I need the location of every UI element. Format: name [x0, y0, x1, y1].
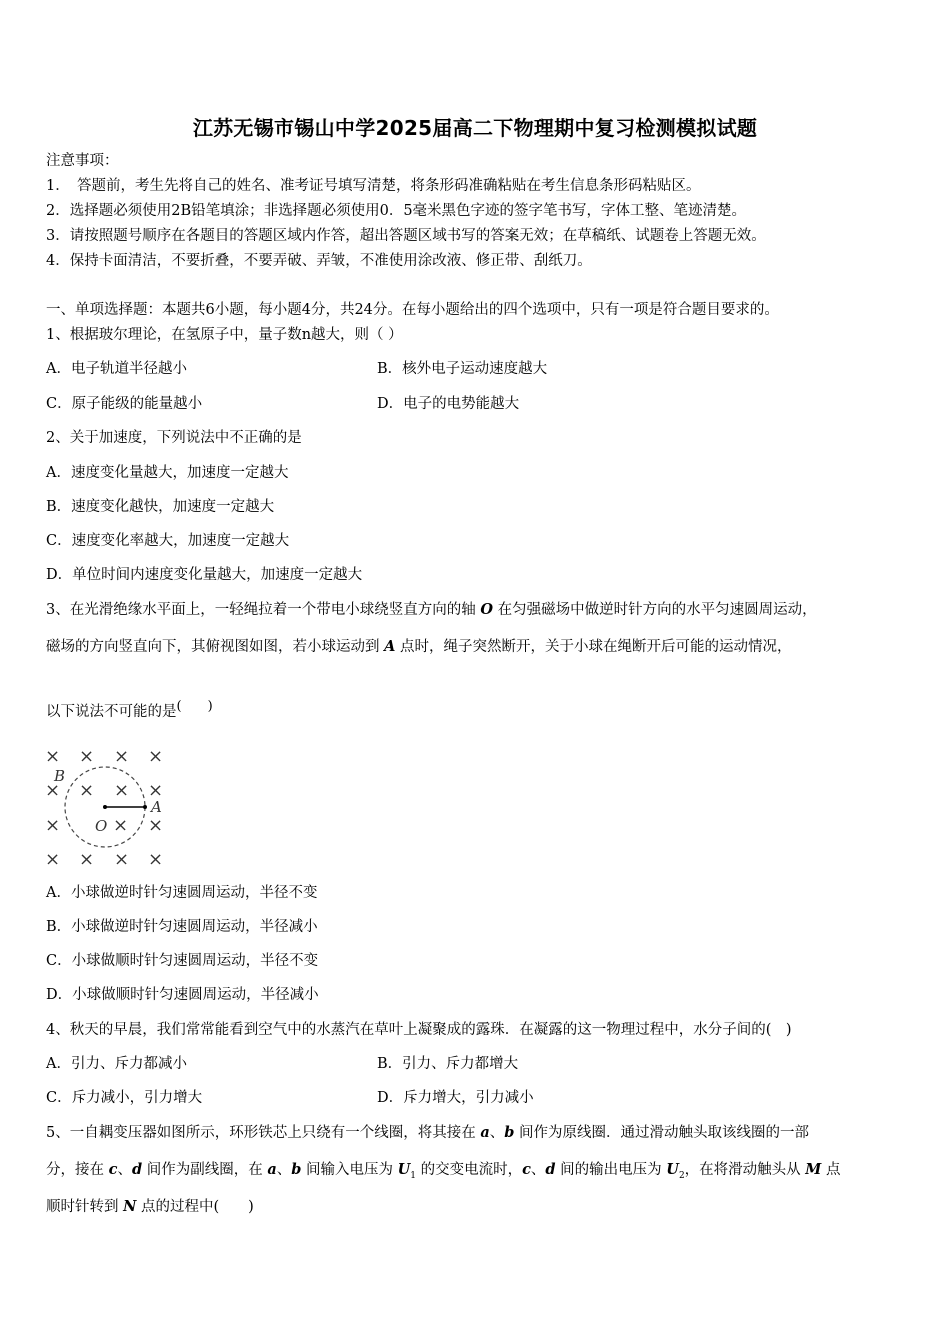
field-cross: × [45, 780, 61, 801]
q3-stem-text: 点时，绳子突然断开，关于小球在绳断开后可能的运动情况， [395, 639, 792, 655]
field-cross: × [45, 849, 61, 870]
q5-stem-line2 [46, 1160, 840, 1186]
q4-option-b: B．引力、斥力都增大 [377, 1056, 519, 1072]
var-c: c [522, 1161, 531, 1178]
label-b: B [54, 767, 66, 785]
field-cross: × [114, 746, 130, 767]
q3-stem-line1 [46, 600, 817, 620]
q3-option-d: D．小球做顺时针匀速圆周运动，半径减小 [46, 987, 319, 1003]
page-title: 江苏无锡市锡山中学2025届高二下物理期中复习检测模拟试题 [192, 116, 758, 140]
var-u2: U [666, 1161, 679, 1178]
q3-stem-text: 在匀强磁场中做逆时针方向的水平匀速圆周运动， [492, 602, 817, 618]
field-cross: × [79, 780, 95, 801]
var-n: N [123, 1198, 137, 1215]
var-a: a [480, 1124, 490, 1141]
q5-text: 点 [821, 1162, 841, 1178]
var-b: b [291, 1161, 302, 1178]
q2-option-b: B．速度变化越快，加速度一定越大 [46, 499, 275, 515]
q5-text: 、 [489, 1125, 505, 1141]
q5-text: 、 [530, 1162, 546, 1178]
q3-stem-line2 [46, 637, 791, 657]
q3-stem-line3 [46, 699, 213, 723]
magnetic-field-figure [40, 740, 180, 870]
q1-option-c: C．原子能级的能量越小 [46, 396, 203, 412]
q4-option-a: A．引力、斥力都减小 [46, 1056, 187, 1072]
q5-text: 的交变电流时， [415, 1162, 523, 1178]
notice-item-3: 3．请按照题号顺序在各题目的答题区域内作答，超出答题区域书写的答案无效；在草稿纸、试题卷上答题无效。 [46, 228, 766, 244]
notice-heading: 注意事项： [46, 153, 119, 169]
q2-stem: 2、关于加速度，下列说法中不正确的是 [46, 430, 302, 446]
q5-text: ，在将滑动触头从 [684, 1162, 806, 1178]
q5-text: 点的过程中( ) [136, 1199, 254, 1215]
q5-stem-line1 [46, 1123, 809, 1143]
section-heading: 一、单项选择题：本题共6小题，每小题4分，共24分。在每小题给出的四个选项中，只有一项是符合题目要求的。 [46, 302, 779, 318]
field-cross: × [148, 746, 164, 767]
var-d: d [545, 1161, 556, 1178]
subscript: 2 [678, 1170, 685, 1181]
axis-o-symbol: O [480, 601, 493, 618]
label-o: O [95, 817, 108, 835]
field-cross: × [113, 815, 129, 836]
center-dot [103, 805, 107, 809]
q5-text: 、 [276, 1162, 292, 1178]
ball-dot [143, 805, 147, 809]
q4-option-c: C．斥力减小，引力增大 [46, 1090, 203, 1106]
label-a: A [151, 798, 162, 816]
q1-option-b: B．核外电子运动速度越大 [377, 361, 548, 377]
q5-text: 间作为副线圈，在 [142, 1162, 268, 1178]
q3-stem-text: 以下说法不可能的是 [46, 704, 177, 720]
field-cross: × [114, 780, 130, 801]
var-c: c [108, 1161, 118, 1178]
q5-text: 顺时针转到 [46, 1199, 124, 1215]
field-cross: × [148, 780, 164, 801]
field-cross: × [148, 815, 164, 836]
field-cross: × [79, 849, 95, 870]
field-cross: × [114, 849, 130, 870]
q5-text: 间的输出电压为 [555, 1162, 667, 1178]
field-cross: × [148, 849, 164, 870]
q3-option-b: B．小球做逆时针匀速圆周运动，半径减小 [46, 919, 318, 935]
q3-stem-text: 3、在光滑绝缘水平面上，一轻绳拉着一个带电小球绕竖直方向的轴 [46, 602, 481, 618]
q1-stem: 1、根据玻尔理论，在氢原子中，量子数n越大，则（ ） [46, 327, 403, 343]
answer-parentheses: ( ) [176, 699, 213, 714]
q3-option-c: C．小球做顺时针匀速圆周运动，半径不变 [46, 953, 319, 969]
notice-item-1: 1． 答题前，考生先将自己的姓名、准考证号填写清楚，将条形码准确粘贴在考生信息条形码粘贴区。 [46, 178, 701, 194]
field-cross: × [45, 815, 61, 836]
q5-text: 间作为原线圈．通过滑动触头取该线圈的一部 [514, 1125, 809, 1141]
q5-stem-line3 [46, 1197, 254, 1217]
q2-option-a: A．速度变化量越大，加速度一定越大 [46, 465, 289, 481]
notice-item-4: 4．保持卡面清洁，不要折叠，不要弄破、弄皱，不准使用涂改液、修正带、刮纸刀。 [46, 253, 592, 269]
notice-item-2: 2．选择题必须使用2B铅笔填涂；非选择题必须使用0．5毫米黑色字迹的签字笔书写，字体工整、笔迹清楚。 [46, 203, 747, 219]
var-m: M [805, 1161, 822, 1178]
var-b: b [504, 1124, 515, 1141]
q4-stem: 4、秋天的早晨，我们常常能看到空气中的水蒸汽在草叶上凝聚成的露珠．在凝露的这一物理过程中，水分子间的( ) [46, 1022, 792, 1038]
q2-option-d: D．单位时间内速度变化量越大，加速度一定越大 [46, 567, 363, 583]
q5-text: 分，接在 [46, 1162, 109, 1178]
q1-option-d: D．电子的电势能越大 [377, 396, 520, 412]
q3-stem-text: 磁场的方向竖直向下，其俯视图如图，若小球运动到 [46, 639, 385, 655]
q4-option-d: D．斥力增大，引力减小 [377, 1090, 534, 1106]
var-u1: U [397, 1161, 411, 1178]
q5-text: 间输入电压为 [301, 1162, 398, 1178]
q1-option-a: A．电子轨道半径越小 [46, 361, 187, 377]
point-a-symbol: A [384, 638, 396, 655]
q3-option-a: A．小球做逆时针匀速圆周运动，半径不变 [46, 885, 318, 901]
var-a: a [267, 1161, 277, 1178]
subscript: 1 [410, 1170, 416, 1181]
field-cross: × [79, 746, 95, 767]
q5-text: 、 [117, 1162, 132, 1178]
q2-option-c: C．速度变化率越大，加速度一定越大 [46, 533, 290, 549]
field-cross: × [45, 746, 61, 767]
q5-text: 5、一自耦变压器如图所示，环形铁芯上只绕有一个线圈，将其接在 [46, 1125, 481, 1141]
var-d: d [131, 1161, 143, 1178]
